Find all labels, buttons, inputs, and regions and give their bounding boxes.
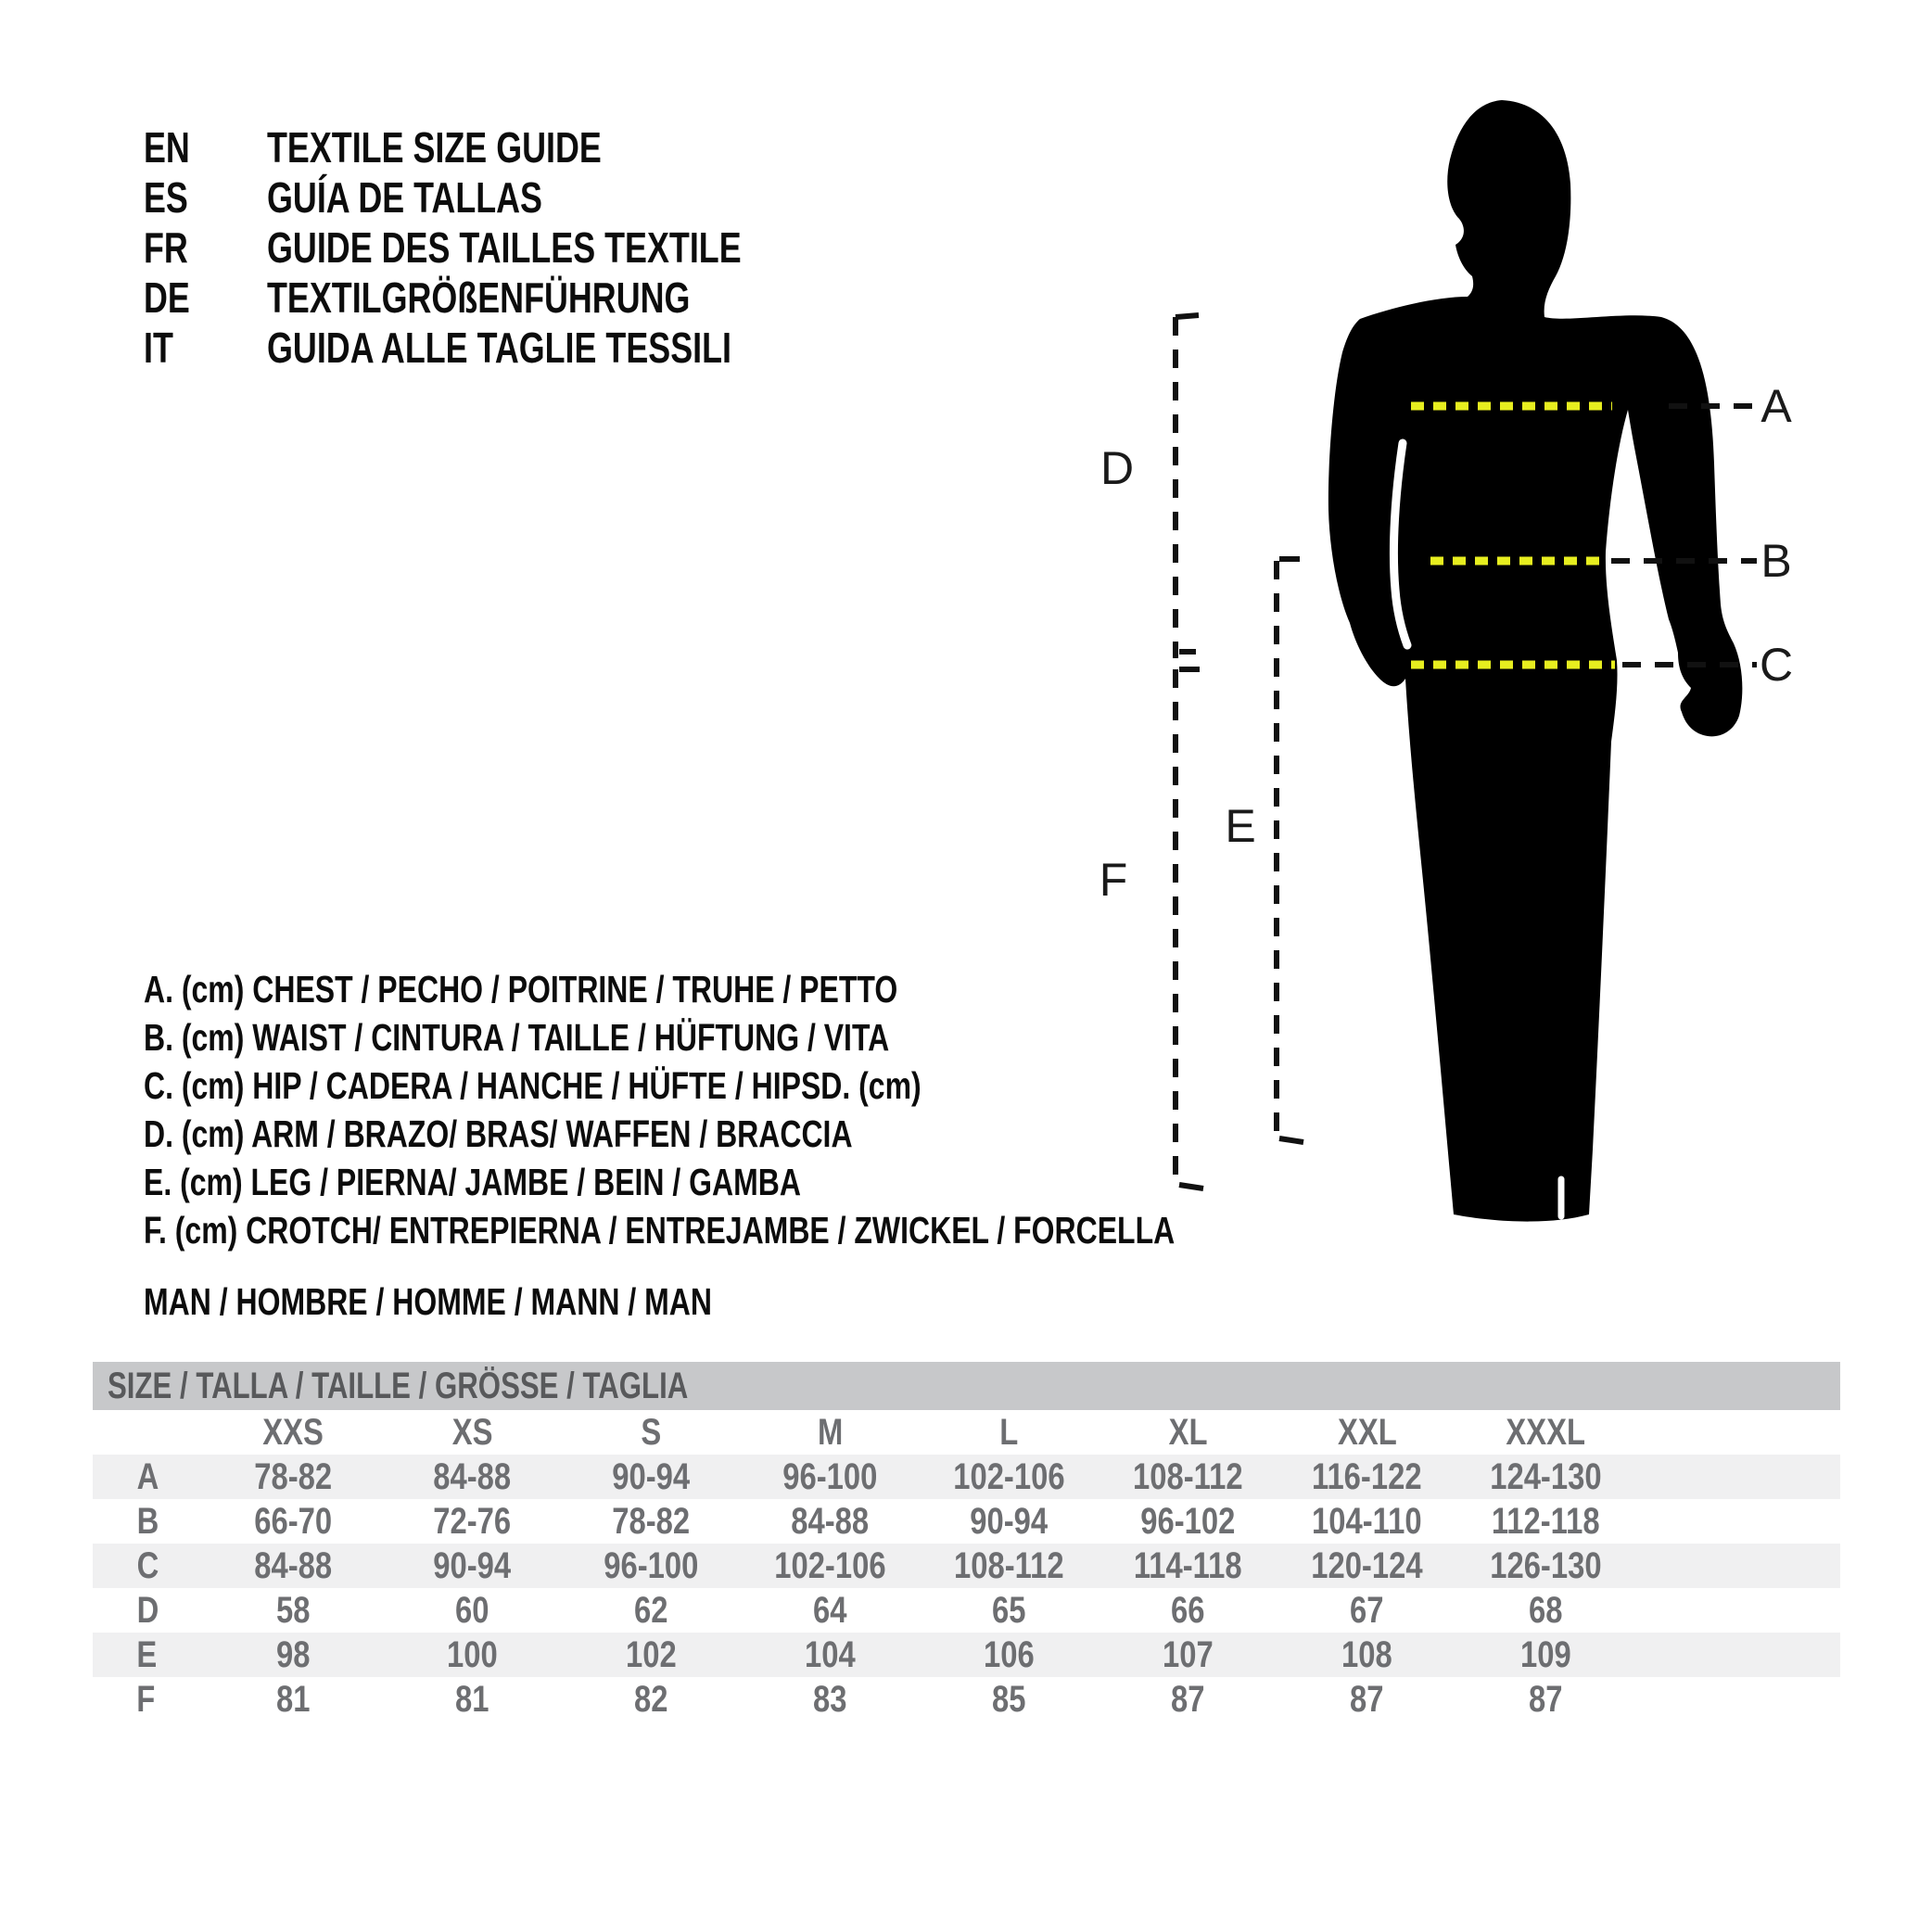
- crotch-label: F: [1099, 854, 1128, 906]
- language-row-de: [144, 273, 875, 323]
- table-cell: 66-70: [254, 1501, 333, 1542]
- row-label: C: [136, 1545, 159, 1586]
- leg-label: E: [1225, 800, 1256, 852]
- arm-line-top-tick: [1176, 315, 1199, 317]
- table-cell: 109: [1520, 1634, 1571, 1675]
- language-row-it: [144, 323, 875, 373]
- row-filler: [1635, 1633, 1840, 1677]
- row-label: F: [136, 1679, 156, 1720]
- table-cell: 72-76: [433, 1501, 512, 1542]
- table-cell: 102-106: [774, 1545, 886, 1586]
- table-cell: 120-124: [1311, 1545, 1423, 1586]
- row-filler: [1635, 1499, 1840, 1544]
- waist-label: B: [1760, 535, 1792, 587]
- table-cell: 68: [1529, 1590, 1563, 1631]
- table-cell: 85: [992, 1679, 1026, 1720]
- table-cell: 81: [455, 1679, 489, 1720]
- measurement-legend: [144, 965, 1466, 1254]
- size-col-header: XXS: [262, 1412, 324, 1453]
- arm-label: D: [1099, 442, 1135, 494]
- legend-crotch: F. (cm) CROTCH/ ENTREPIERNA / ENTREJAMBE / ZWICKEL / FORCELLA: [144, 1209, 1176, 1252]
- table-cell: 83: [813, 1679, 847, 1720]
- table-cell: 64: [813, 1590, 847, 1631]
- size-col-header: XXL: [1337, 1412, 1397, 1453]
- size-col-header: XS: [451, 1412, 493, 1453]
- table-cell: 87: [1350, 1679, 1384, 1720]
- table-row-chest: [93, 1455, 1840, 1499]
- size-table-title-bar: [93, 1362, 1840, 1410]
- table-cell: 81: [276, 1679, 311, 1720]
- legend-chest: A. (cm) CHEST / PECHO / POITRINE / TRUHE / PETTO: [144, 968, 898, 1010]
- gender-label: MAN / HOMBRE / HOMME / MANN / MAN: [144, 1280, 712, 1323]
- table-row-crotch: [93, 1677, 1840, 1722]
- language-title-block: [144, 122, 875, 373]
- language-title: TEXTILE SIZE GUIDE: [266, 123, 602, 172]
- table-cell: 112-118: [1492, 1501, 1600, 1542]
- table-cell: 87: [1171, 1679, 1205, 1720]
- table-cell: 106: [984, 1634, 1035, 1675]
- table-row-arm: [93, 1588, 1840, 1633]
- language-code: FR: [144, 223, 188, 272]
- language-title: GUIDA ALLE TAGLIE TESSILI: [266, 324, 731, 372]
- legend-leg: E. (cm) LEG / PIERNA/ JAMBE / BEIN / GAMBA: [144, 1161, 801, 1203]
- table-cell: 124-130: [1490, 1456, 1602, 1497]
- language-row-es: [144, 172, 875, 222]
- size-table: [93, 1362, 1840, 1722]
- size-header-row: [93, 1410, 1840, 1455]
- table-cell: 58: [276, 1590, 311, 1631]
- size-header-filler: [1635, 1410, 1840, 1455]
- size-col-header: S: [641, 1412, 662, 1453]
- table-cell: 84-88: [433, 1456, 512, 1497]
- table-cell: 102-106: [953, 1456, 1065, 1497]
- table-cell: 78-82: [254, 1456, 333, 1497]
- language-title: GUÍA DE TALLAS: [266, 173, 542, 222]
- table-cell: 65: [992, 1590, 1026, 1631]
- table-cell: 82: [634, 1679, 668, 1720]
- table-cell: 87: [1529, 1679, 1563, 1720]
- table-cell: 104: [805, 1634, 856, 1675]
- table-row-waist: [93, 1499, 1840, 1544]
- table-cell: 108-112: [1133, 1456, 1243, 1497]
- legend-waist: B. (cm) WAIST / CINTURA / TAILLE / HÜFTUNG / VITA: [144, 1016, 890, 1059]
- table-cell: 62: [634, 1590, 668, 1631]
- row-filler: [1635, 1588, 1840, 1633]
- row-filler: [1635, 1677, 1840, 1722]
- chest-label: A: [1760, 380, 1792, 432]
- table-cell: 60: [455, 1590, 489, 1631]
- size-header-spacer: [93, 1410, 204, 1455]
- table-cell: 108-112: [954, 1545, 1064, 1586]
- table-cell: 96-100: [782, 1456, 878, 1497]
- table-row-hip: [93, 1544, 1840, 1588]
- table-cell: 84-88: [254, 1545, 333, 1586]
- size-col-header: XL: [1168, 1412, 1208, 1453]
- table-cell: 96-100: [604, 1545, 699, 1586]
- row-label: E: [136, 1634, 158, 1675]
- table-cell: 96-102: [1140, 1501, 1236, 1542]
- table-cell: 90-94: [970, 1501, 1049, 1542]
- size-col-header: XXXL: [1506, 1412, 1586, 1453]
- size-table-title: SIZE / TALLA / TAILLE / GRÖSSE / TAGLIA: [108, 1366, 689, 1406]
- language-row-en: [144, 122, 875, 172]
- table-cell: 98: [276, 1634, 311, 1675]
- table-cell: 126-130: [1490, 1545, 1602, 1586]
- legend-arm: D. (cm) ARM / BRAZO/ BRAS/ WAFFEN / BRACCIA: [144, 1112, 853, 1155]
- language-code: IT: [144, 324, 173, 372]
- row-filler: [1635, 1544, 1840, 1588]
- language-title: GUIDE DES TAILLES TEXTILE: [266, 223, 742, 272]
- hip-label: C: [1759, 639, 1794, 691]
- size-col-header: M: [817, 1412, 844, 1453]
- table-cell: 67: [1350, 1590, 1384, 1631]
- row-label: A: [136, 1456, 159, 1497]
- language-row-fr: [144, 222, 875, 273]
- table-cell: 78-82: [612, 1501, 691, 1542]
- legend-hip: C. (cm) HIP / CADERA / HANCHE / HÜFTE / HIPSD. (cm): [144, 1064, 922, 1107]
- size-col-header: L: [999, 1412, 1019, 1453]
- row-label: B: [136, 1501, 159, 1542]
- table-cell: 104-110: [1312, 1501, 1422, 1542]
- table-cell: 102: [626, 1634, 677, 1675]
- table-cell: 114-118: [1134, 1545, 1242, 1586]
- table-cell: 90-94: [433, 1545, 512, 1586]
- table-cell: 107: [1163, 1634, 1214, 1675]
- table-cell: 108: [1341, 1634, 1392, 1675]
- language-code: EN: [144, 123, 190, 172]
- language-code: ES: [144, 173, 188, 222]
- row-filler: [1635, 1455, 1840, 1499]
- table-row-leg: [93, 1633, 1840, 1677]
- table-cell: 84-88: [791, 1501, 870, 1542]
- language-code: DE: [144, 273, 190, 322]
- row-label: D: [136, 1590, 159, 1631]
- table-cell: 66: [1171, 1590, 1205, 1631]
- table-cell: 90-94: [612, 1456, 691, 1497]
- table-cell: 100: [447, 1634, 498, 1675]
- language-title: TEXTILGRÖßENFÜHRUNG: [266, 273, 691, 322]
- table-cell: 116-122: [1312, 1456, 1422, 1497]
